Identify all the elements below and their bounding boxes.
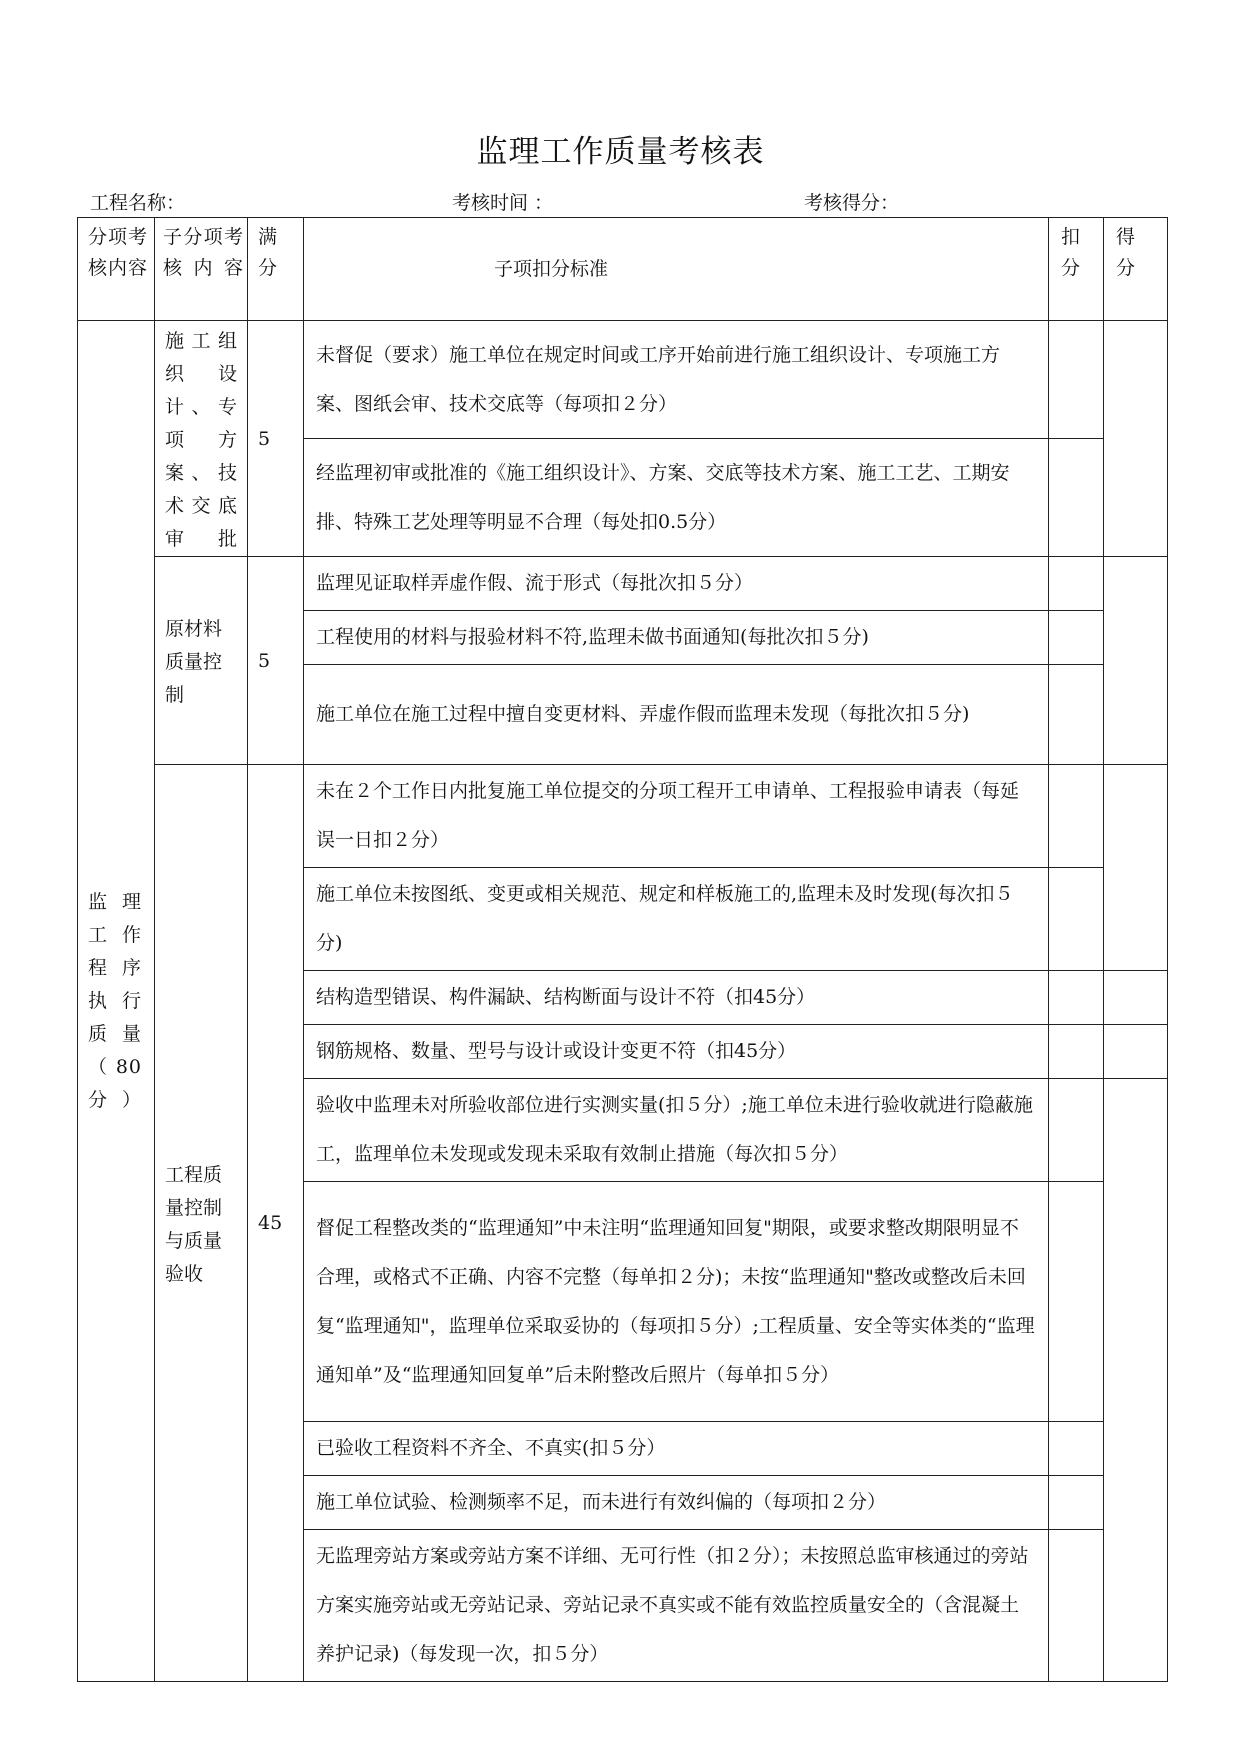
sub-item-cell: 施工组织设计、专项方案、技术交底审批 [155, 321, 248, 557]
category-cell: 监理工作程序执行质量（80分） [78, 321, 155, 1682]
header-full-score: 满分 [248, 218, 304, 321]
deduction-cell[interactable] [1049, 1476, 1104, 1530]
deduction-cell[interactable] [1049, 971, 1104, 1025]
deduction-cell[interactable] [1049, 1025, 1104, 1079]
deduction-cell[interactable] [1049, 557, 1104, 611]
criteria-cell: 施工单位未按图纸、变更或相关规范、规定和样板施工的,监理未及时发现(每次扣５分) [304, 868, 1049, 971]
deduction-cell[interactable] [1049, 439, 1104, 557]
header-sub-item: 子分项考核内容 [155, 218, 248, 321]
criteria-cell: 督促工程整改类的“监理通知”中未注明“监理通知回复"期限，或要求整改期限明显不合理，或格式不正确、内容不完整（每单扣２分)；未按“监理通知"整改或整改后未回复“监理通知"，监理单位采取妥协的（每项扣５分）;工程质量、安全等实体类的“监理通知单”及“监理通知回复单”后未附整改后照片（每单扣５分） [304, 1182, 1049, 1422]
deduction-cell[interactable] [1049, 868, 1104, 971]
header-category: 分项考核内容 [78, 218, 155, 321]
criteria-cell: 已验收工程资料不齐全、不真实(扣５分） [304, 1422, 1049, 1476]
criteria-cell: 未督促（要求）施工单位在规定时间或工序开始前进行施工组织设计、专项施工方案、图纸会审、技术交底等（每项扣２分） [304, 321, 1049, 439]
criteria-cell: 未在２个工作日内批复施工单位提交的分项工程开工申请单、工程报验申请表（每延误一日扣２分） [304, 765, 1049, 868]
deduction-cell[interactable] [1049, 1530, 1104, 1682]
criteria-cell: 经监理初审或批准的《施工组织设计》、方案、交底等技术方案、施工工艺、工期安排、特殊工艺处理等明显不合理（每处扣0.5分） [304, 439, 1049, 557]
criteria-cell: 无监理旁站方案或旁站方案不详细、无可行性（扣２分）；未按照总监审核通过的旁站方案实施旁站或无旁站记录、旁站记录不真实或不能有效监控质量安全的（含混凝土养护记录)（每发现一次，扣５分） [304, 1530, 1049, 1682]
header-criteria: 子项扣分标准 [304, 218, 1049, 321]
criteria-cell: 工程使用的材料与报验材料不符,监理未做书面通知(每批次扣５分) [304, 611, 1049, 665]
score-cell[interactable] [1104, 321, 1168, 557]
full-score-cell: 5 [248, 557, 304, 765]
assess-time-label: 考核时间 ： [452, 192, 554, 214]
deduction-cell[interactable] [1049, 1182, 1104, 1422]
criteria-cell: 施工单位试验、检测频率不足，而未进行有效纠偏的（每项扣２分） [304, 1476, 1049, 1530]
score-cell[interactable] [1104, 1025, 1168, 1079]
sub-item-cell: 原材料质量控制 [155, 557, 248, 765]
score-cell[interactable] [1104, 971, 1168, 1025]
deduction-cell[interactable] [1049, 1422, 1104, 1476]
score-cell[interactable] [1104, 557, 1168, 765]
deduction-cell[interactable] [1049, 665, 1104, 765]
score-cell[interactable] [1104, 1079, 1168, 1682]
sub-item-cell: 工程质量控制与质量验收 [155, 765, 248, 1682]
header-score: 得分 [1104, 218, 1168, 321]
criteria-cell: 验收中监理未对所验收部位进行实测实量(扣５分）;施工单位未进行验收就进行隐蔽施工，监理单位未发现或发现未采取有效制止措施（每次扣５分） [304, 1079, 1049, 1182]
full-score-cell: 45 [248, 765, 304, 1682]
deduction-cell[interactable] [1049, 765, 1104, 868]
criteria-cell: 钢筋规格、数量、型号与设计或设计变更不符（扣45分） [304, 1025, 1049, 1079]
header-deduction: 扣分 [1049, 218, 1104, 321]
header-row [78, 218, 1168, 321]
table-row [78, 321, 1168, 439]
table-row [78, 557, 1168, 611]
page-title: 监理工作质量考核表 [476, 134, 765, 170]
assessment-table [77, 217, 1168, 1682]
criteria-cell: 施工单位在施工过程中擅自变更材料、弄虚作假而监理未发现（每批次扣５分) [304, 665, 1049, 765]
deduction-cell[interactable] [1049, 321, 1104, 439]
deduction-cell[interactable] [1049, 1079, 1104, 1182]
criteria-cell: 结构造型错误、构件漏缺、结构断面与设计不符（扣45分） [304, 971, 1049, 1025]
score-cell[interactable] [1104, 765, 1168, 971]
assess-score-label: 考核得分： [804, 192, 900, 214]
criteria-cell: 监理见证取样弄虚作假、流于形式（每批次扣５分） [304, 557, 1049, 611]
project-name-label: 工程名称： [90, 192, 186, 214]
deduction-cell[interactable] [1049, 611, 1104, 665]
table-row [78, 765, 1168, 868]
full-score-cell: 5 [248, 321, 304, 557]
